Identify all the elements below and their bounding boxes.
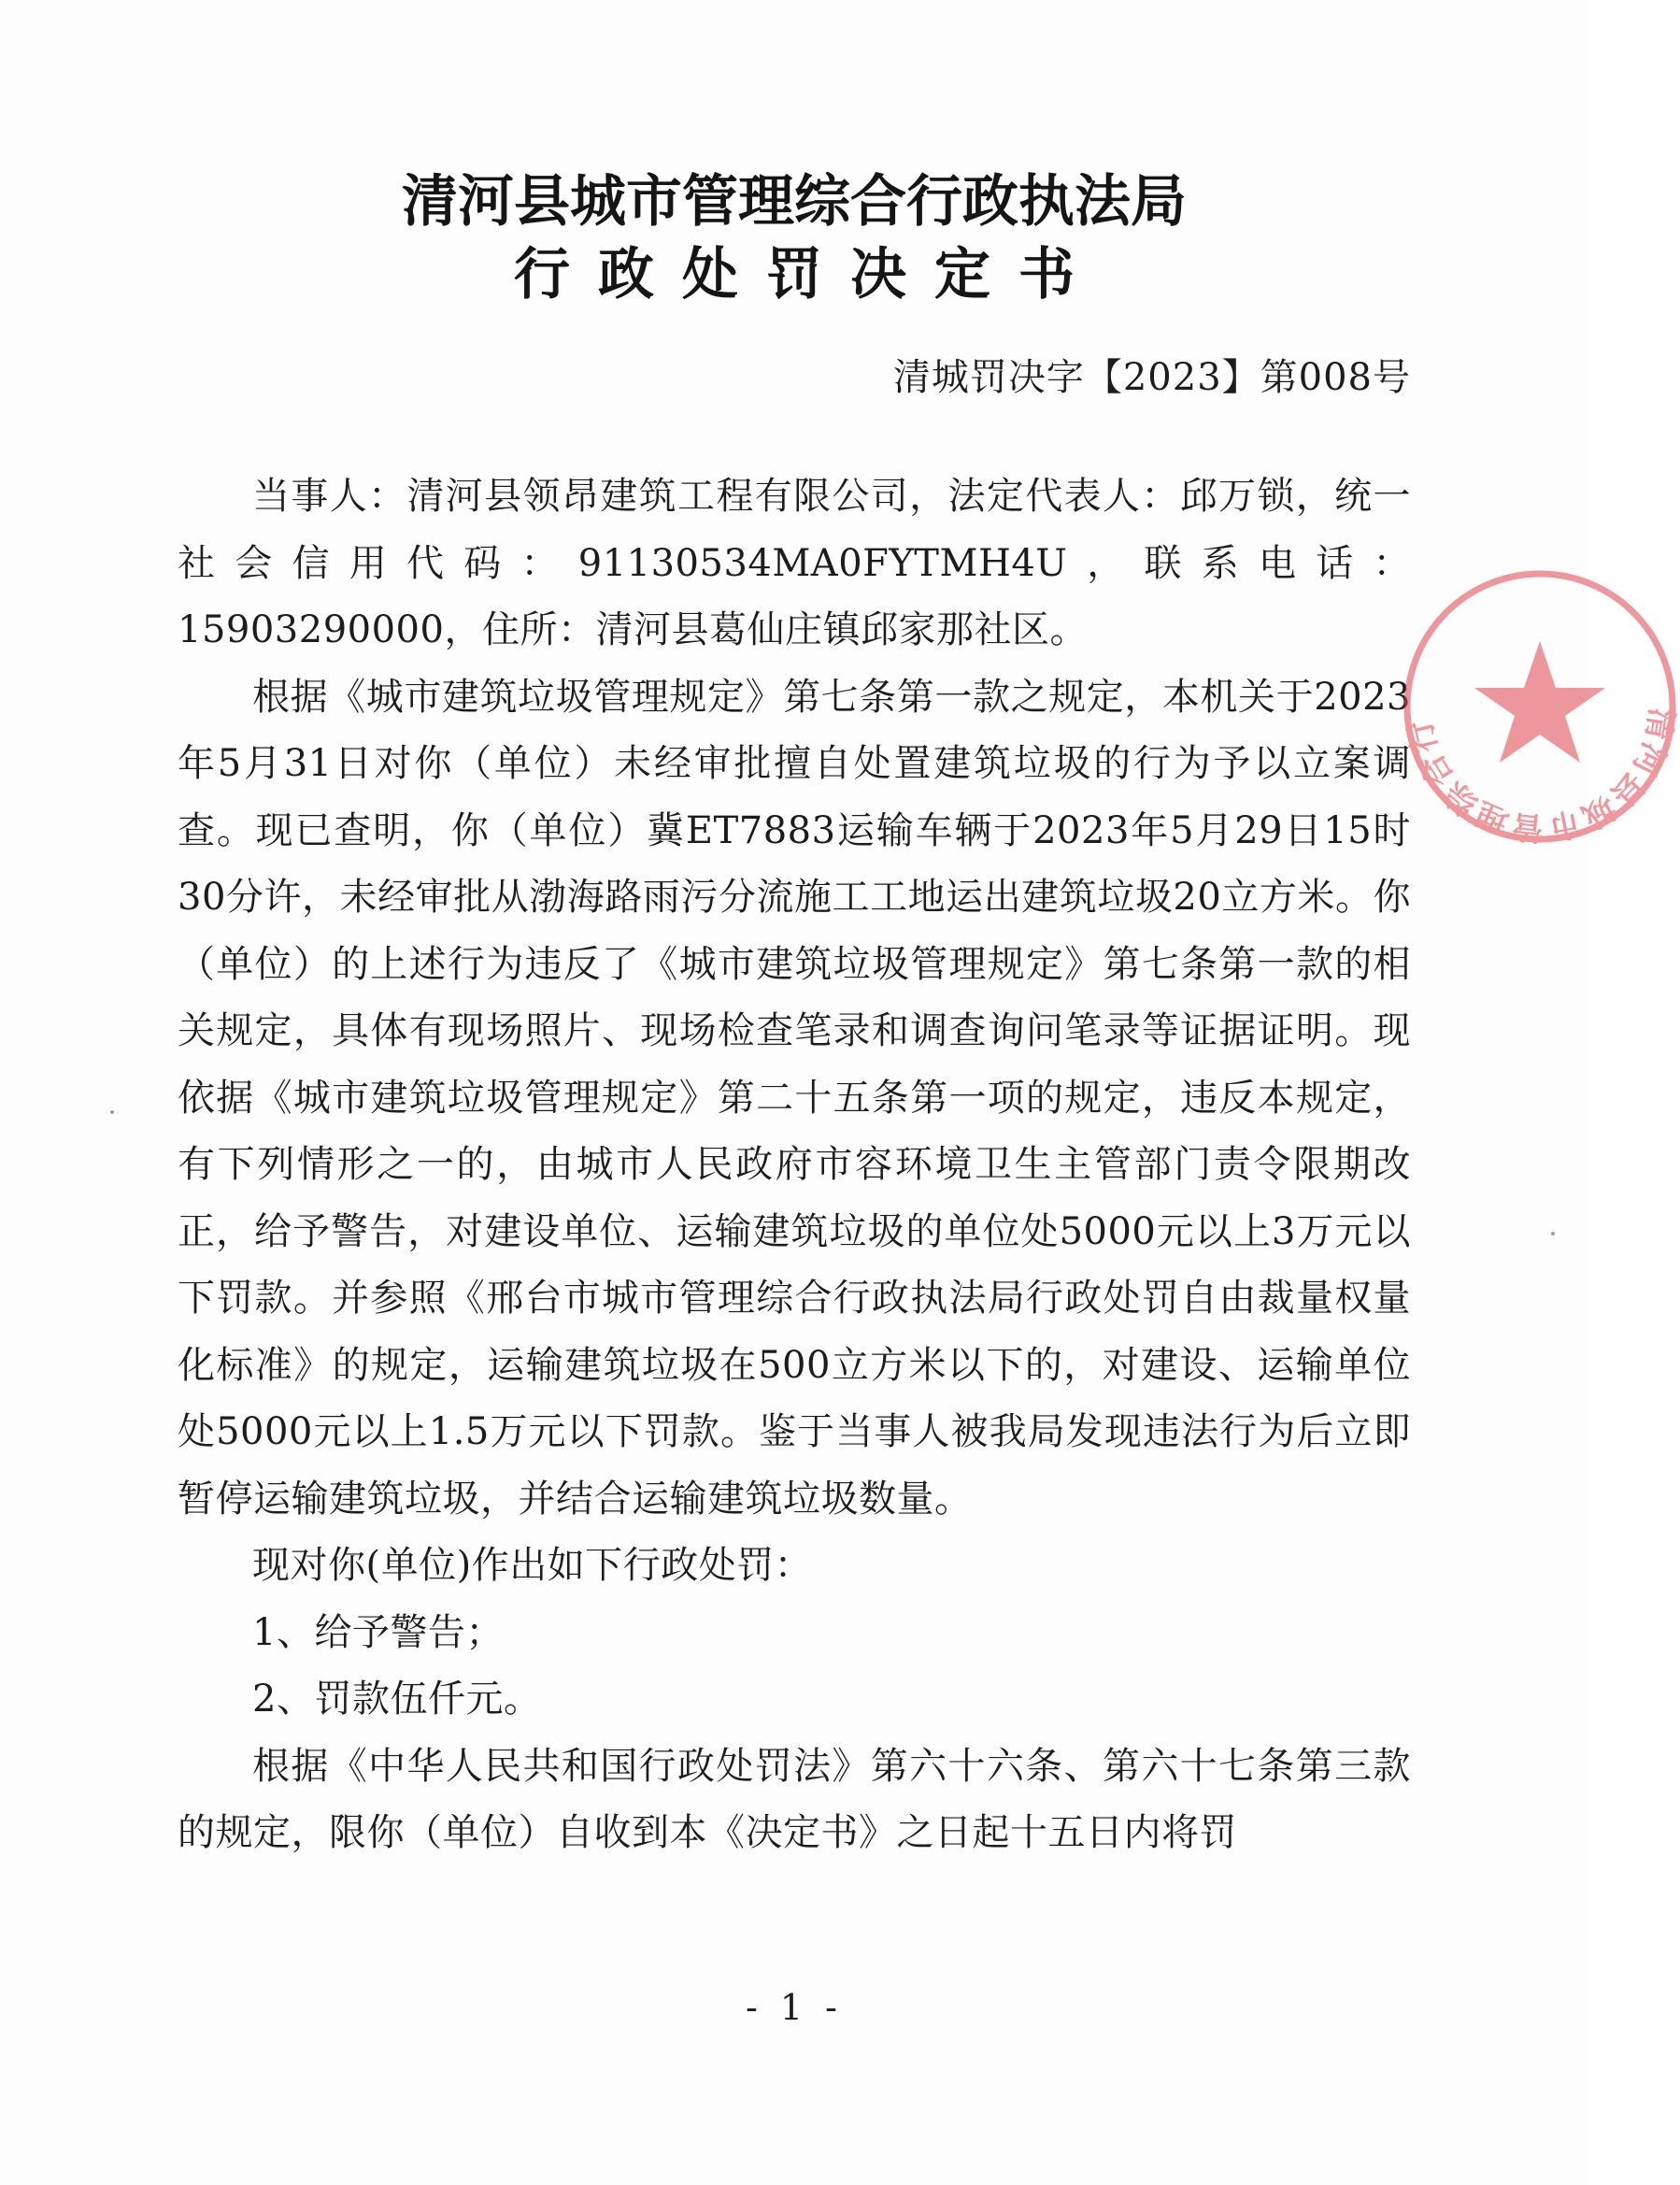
payment-instruction-paragraph: 根据《中华人民共和国行政处罚法》第六十六条、第六十七条第三款的规定，限你（单位）自收到本《决定书》之日起十五日内将罚 xyxy=(178,1744,1411,1854)
document-number: 清城罚决字【2023】第008号 xyxy=(892,356,1411,399)
document-body xyxy=(178,464,1411,1867)
seal-text: 清河县城市管理综合行 xyxy=(1401,705,1680,847)
scan-speck xyxy=(110,1110,114,1114)
document-title-agency: 清河县城市管理综合行政执法局 xyxy=(402,169,1187,235)
seal-star-icon xyxy=(1474,641,1605,763)
party-info-paragraph: 当事人：清河县领昂建筑工程有限公司，法定代表人：邱万锁，统一社会信用代码：91130534MA0FYTMH4U，联系电话：15903290000，住所：清河县葛仙庄镇邱家那社区。 xyxy=(178,475,1411,651)
scan-speck xyxy=(1551,1232,1555,1235)
official-seal-stamp xyxy=(1400,566,1680,847)
penalty-item-warning: 1、给予警告； xyxy=(252,1610,504,1654)
document-title-type: 行政处罚决定书 xyxy=(514,242,1103,307)
facts-and-basis-paragraph: 根据《城市建筑垃圾管理规定》第七条第一款之规定，本机关于2023年5月31日对你（单位）未经审批擅自处置建筑垃圾的行为予以立案调查。现已查明，你（单位）冀ET7883运输车辆于2023年5月29日15时30分许，未经审批从渤海路雨污分流施工工地运出建筑垃圾20立方米。你（单位）的上述行为违反了《城市建筑垃圾管理规定》第七条第一款的相关规定，具体有现场照片、现场检查笔录和调查询问笔录等证据证明。现依据《城市建筑垃圾管理规定》第二十五条第一项的规定，违反本规定，有下列情形之一的，由城市人民政府市容环境卫生主管部门责令限期改正，给予警告，对建设单位、运输建筑垃圾的单位处5000元以上3万元以下罚款。并参照《邢台市城市管理综合行政执法局行政处罚自由裁量权量化标准》的规定，运输建筑垃圾在500立方米以下的，对建设、运输单位处5000元以上1.5万元以下罚款。鉴于当事人被我局发现违法行为后立即暂停运输建筑垃圾，并结合运输建筑垃圾数量。 xyxy=(178,675,1411,1521)
penalty-intro-paragraph: 现对你(单位)作出如下行政处罚： xyxy=(252,1544,813,1587)
page-number: - 1 - xyxy=(745,1987,843,2028)
penalty-item-fine: 2、罚款伍仟元。 xyxy=(252,1678,542,1721)
